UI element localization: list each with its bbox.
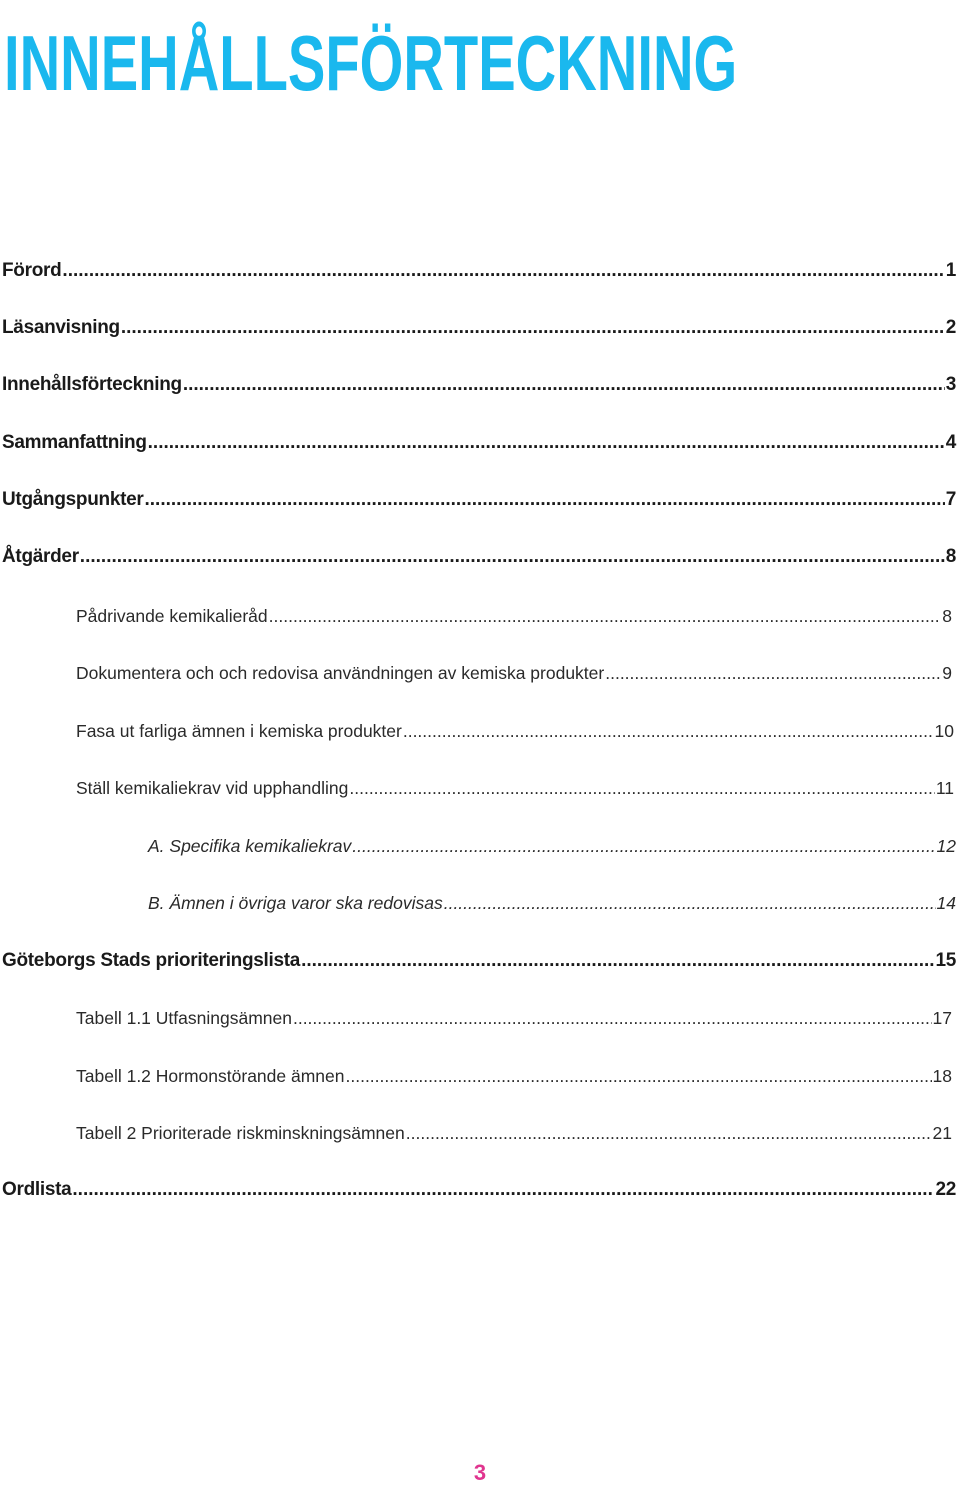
toc-entry[interactable] <box>2 373 956 397</box>
toc-entry-page: 21 <box>932 1123 952 1143</box>
toc-dot-leader <box>80 545 945 569</box>
toc-dot-leader <box>352 834 935 858</box>
toc-dot-leader <box>346 1064 932 1088</box>
toc-entry-label: Göteborgs Stads prioriteringslista <box>2 950 301 971</box>
toc-entry[interactable] <box>76 604 952 628</box>
toc-entry-label: Fasa ut farliga ämnen i kemiska produkter <box>76 721 402 741</box>
toc-entry[interactable] <box>2 545 956 569</box>
toc-entry-label: Dokumentera och och redovisa användningen av kemiska produkter <box>76 663 605 683</box>
toc-dot-leader <box>148 431 945 455</box>
toc-entry[interactable] <box>148 891 956 915</box>
toc-entry[interactable] <box>76 1121 952 1145</box>
toc-entry[interactable] <box>76 1006 952 1030</box>
toc-entry-page: 18 <box>932 1066 952 1086</box>
toc-dot-leader <box>72 1178 934 1202</box>
toc-entry-label: Utgångspunkter <box>2 489 144 510</box>
toc-entry-page: 8 <box>945 546 956 567</box>
toc-entry-label: Ställ kemikaliekrav vid upphandling <box>76 778 349 798</box>
toc-dot-leader <box>144 488 944 512</box>
toc-dot-leader <box>403 719 934 743</box>
toc-dot-leader <box>301 949 934 973</box>
toc-entry-label: B. Ämnen i övriga varor ska redovisas <box>148 893 443 913</box>
toc-dot-leader <box>269 604 942 628</box>
toc-entry[interactable] <box>2 431 956 455</box>
toc-entry[interactable] <box>2 1178 956 1202</box>
toc-dot-leader <box>349 776 934 800</box>
toc-dot-leader <box>444 891 936 915</box>
toc-entry-label: Tabell 1.2 Hormonstörande ämnen <box>76 1066 345 1086</box>
toc-entry-page: 11 <box>935 778 954 798</box>
toc-entry-label: Sammanfattning <box>2 432 147 453</box>
toc-entry-page: 10 <box>934 721 954 741</box>
toc-entry-label: A. Specifika kemikaliekrav <box>148 836 352 856</box>
page-title: INNEHÅLLSFÖRTECKNING <box>4 19 738 107</box>
toc-entry[interactable] <box>76 661 952 685</box>
toc-entry-label: Tabell 1.1 Utfasningsämnen <box>76 1008 292 1028</box>
toc-entry[interactable] <box>76 776 954 800</box>
toc-entry-label: Pådrivande kemikalieråd <box>76 606 268 626</box>
toc-entry-page: 8 <box>942 606 952 626</box>
toc-dot-leader <box>121 316 945 340</box>
toc-entry-label: Åtgärder <box>2 546 79 567</box>
toc-entry-page: 17 <box>932 1008 952 1028</box>
toc-entry-label: Läsanvisning <box>2 317 120 338</box>
toc-dot-leader <box>183 373 945 397</box>
toc-entry-page: 4 <box>945 432 956 453</box>
toc-dot-leader <box>293 1006 932 1030</box>
toc-entry[interactable] <box>76 719 954 743</box>
toc-entry-label: Tabell 2 Prioriterade riskminskningsämnen <box>76 1123 405 1143</box>
toc-entry[interactable] <box>2 259 956 283</box>
toc-entry-label: Ordlista <box>2 1179 72 1200</box>
toc-entry-page: 15 <box>935 950 956 971</box>
toc-entry-page: 14 <box>936 893 956 913</box>
toc-entry-page: 1 <box>945 260 956 281</box>
toc-dot-leader <box>406 1121 932 1145</box>
toc-entry-page: 22 <box>935 1179 956 1200</box>
toc-entry[interactable] <box>76 1064 952 1088</box>
toc-entry-label: Förord <box>2 260 62 281</box>
toc-entry[interactable] <box>148 834 956 858</box>
toc-entry-page: 2 <box>945 317 956 338</box>
toc-dot-leader <box>62 259 944 283</box>
toc-entry[interactable] <box>2 488 956 512</box>
toc-entry-page: 7 <box>945 489 956 510</box>
toc-entry-page: 3 <box>945 374 956 395</box>
toc-entry-page: 9 <box>942 663 952 683</box>
toc-entry[interactable] <box>2 316 956 340</box>
toc-entry-page: 12 <box>936 836 956 856</box>
page-number: 3 <box>473 1460 487 1485</box>
toc-entry-label: Innehållsförteckning <box>2 374 182 395</box>
toc-entry[interactable] <box>2 949 956 973</box>
toc-dot-leader <box>605 661 941 685</box>
